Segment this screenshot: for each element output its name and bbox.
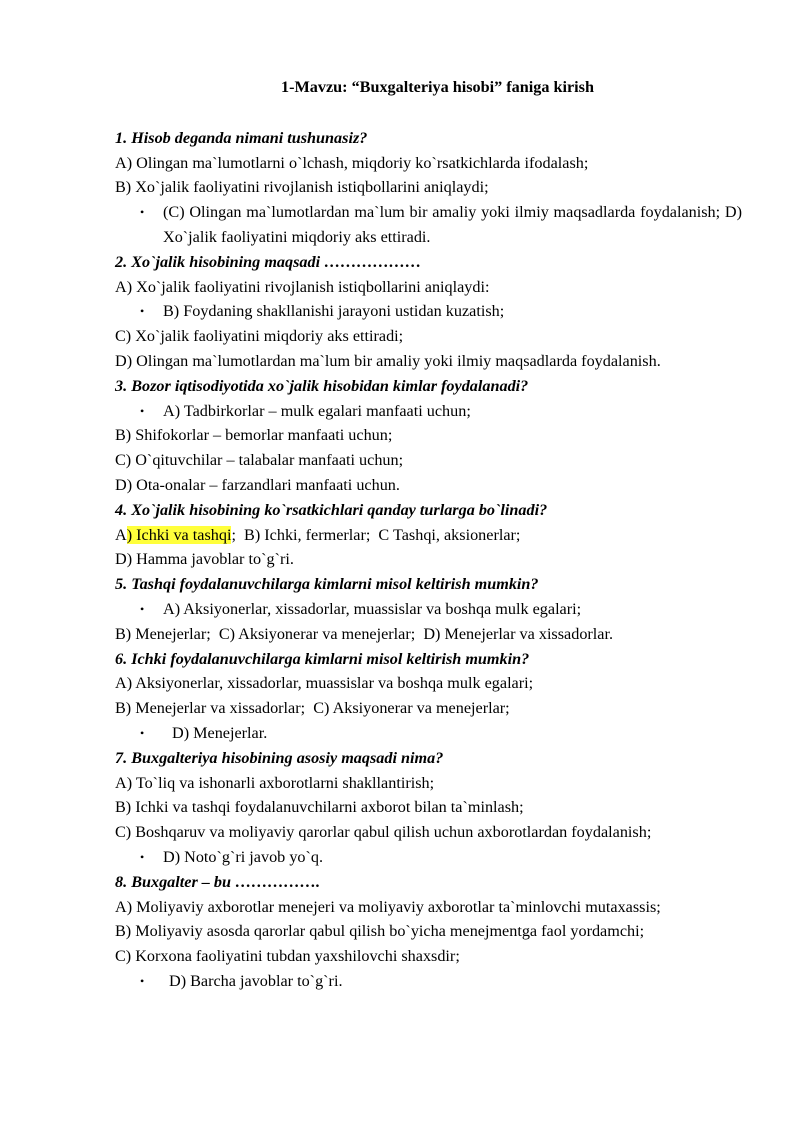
q3-option-d: D) Ota-onalar – farzandlari manfaati uchun. xyxy=(115,475,400,494)
bullet-icon: • xyxy=(140,725,145,740)
document-body xyxy=(115,75,742,994)
q6-option-d-bullet xyxy=(115,721,742,746)
q1-option-cd-bullet xyxy=(115,200,742,250)
question-7: 7. Buxgalteriya hisobining asosiy maqsadi nima? xyxy=(115,748,444,767)
q7-option-d-bullet xyxy=(115,845,742,870)
q7-option-d: D) Noto`g`ri javob yo`q. xyxy=(163,847,324,866)
bullet-icon: • xyxy=(140,601,145,616)
q8-option-d: D) Barcha javoblar to`g`ri. xyxy=(169,971,343,990)
q8-option-c: C) Korxona faoliyatini tubdan yaxshilovchi shaxsdir; xyxy=(115,947,460,966)
q3-option-c: C) O`qituvchilar – talabalar manfaati uchun; xyxy=(115,451,404,470)
question-2: 2. Xo`jalik hisobining maqsadi ……………… xyxy=(115,252,422,271)
q2-option-b: B) Foydaning shakllanishi jarayoni ustidan kuzatish; xyxy=(163,302,505,321)
q2-option-d: D) Olingan ma`lumotlardan ma`lum bir amaliy yoki ilmiy maqsadlarda foydalanish. xyxy=(115,351,661,370)
q1-option-b: B) Xo`jalik faoliyatini rivojlanish istiqbollarini aniqlaydi; xyxy=(115,178,489,197)
q4-options-bc: ; B) Ichki, fermerlar; C Tashqi, aksionerlar; xyxy=(231,525,521,544)
q7-option-a: A) To`liq va ishonarli axborotlarni shakllantirish; xyxy=(115,773,435,792)
q8-option-d-bullet xyxy=(115,969,742,994)
q5-options-bcd: B) Menejerlar; C) Aksiyonerar va menejerlar; D) Menejerlar va xissadorlar. xyxy=(115,624,614,643)
q3-option-b: B) Shifokorlar – bemorlar manfaati uchun; xyxy=(115,426,393,445)
q6-option-a: A) Aksiyonerlar, xissadorlar, muassislar va boshqa mulk egalari; xyxy=(115,674,534,693)
question-8: 8. Buxgalter – bu ……………. xyxy=(115,872,321,891)
q4-option-a-letter: A xyxy=(115,525,127,544)
bullet-icon: • xyxy=(140,403,145,418)
q4-options-abc xyxy=(115,523,742,548)
q4-option-d: D) Hamma javoblar to`g`ri. xyxy=(115,550,294,569)
bullet-icon: • xyxy=(140,205,145,220)
bullet-icon: • xyxy=(140,973,145,988)
bullet-icon: • xyxy=(140,849,145,864)
q3-option-a: A) Tadbirkorlar – mulk egalari manfaati uchun; xyxy=(163,401,471,420)
q1-option-a: A) Olingan ma`lumotlarni o`lchash, miqdoriy ko`rsatkichlarda ifodalash; xyxy=(115,153,589,172)
q6-option-d: D) Menejerlar. xyxy=(172,723,268,742)
q7-option-b: B) Ichki va tashqi foydalanuvchilarni axborot bilan ta`minlash; xyxy=(115,798,524,817)
question-1: 1. Hisob deganda nimani tushunasiz? xyxy=(115,128,368,147)
q8-option-b: B) Moliyaviy asosda qarorlar qabul qilish bo`yicha menejmentga faol yordamchi; xyxy=(115,922,645,941)
bullet-icon: • xyxy=(140,304,145,319)
q7-option-c: C) Boshqaruv va moliyaviy qarorlar qabul qilish uchun axborotlardan foydalanish; xyxy=(115,823,652,842)
q4-option-a-highlighted: ) Ichki va tashqi xyxy=(126,525,232,544)
q5-option-a-bullet xyxy=(115,597,742,622)
q3-option-a-bullet xyxy=(115,399,742,424)
q2-option-a: A) Xo`jalik faoliyatini rivojlanish istiqbollarini aniqlaydi: xyxy=(115,277,490,296)
q6-options-bc: B) Menejerlar va xissadorlar; C) Aksiyonerar va menejerlar; xyxy=(115,699,510,718)
question-3: 3. Bozor iqtisodiyotida xo`jalik hisobidan kimlar foydalanadi? xyxy=(115,376,529,395)
q2-option-b-bullet xyxy=(115,299,742,324)
question-6: 6. Ichki foydalanuvchilarga kimlarni misol keltirish mumkin? xyxy=(115,649,530,668)
question-5: 5. Tashqi foydalanuvchilarga kimlarni misol keltirish mumkin? xyxy=(115,575,539,594)
document-title: 1-Mavzu: “Buxgalteriya hisobi” faniga kirish xyxy=(281,78,594,96)
q1-option-cd: (C) Olingan ma`lumotlardan ma`lum bir amaliy yoki ilmiy maqsadlarda foydalanish; D) Xo`jalik faoliyatini miqdoriy aks ettiradi. xyxy=(163,203,742,246)
question-4: 4. Xo`jalik hisobining ko`rsatkichlari qanday turlarga bo`linadi? xyxy=(115,500,548,519)
q5-option-a: A) Aksiyonerlar, xissadorlar, muassislar va boshqa mulk egalari; xyxy=(163,599,582,618)
q8-option-a: A) Moliyaviy axborotlar menejeri va moliyaviy axborotlar ta`minlovchi mutaxassis; xyxy=(115,897,661,916)
q2-option-c: C) Xo`jalik faoliyatini miqdoriy aks ettiradi; xyxy=(115,327,404,346)
